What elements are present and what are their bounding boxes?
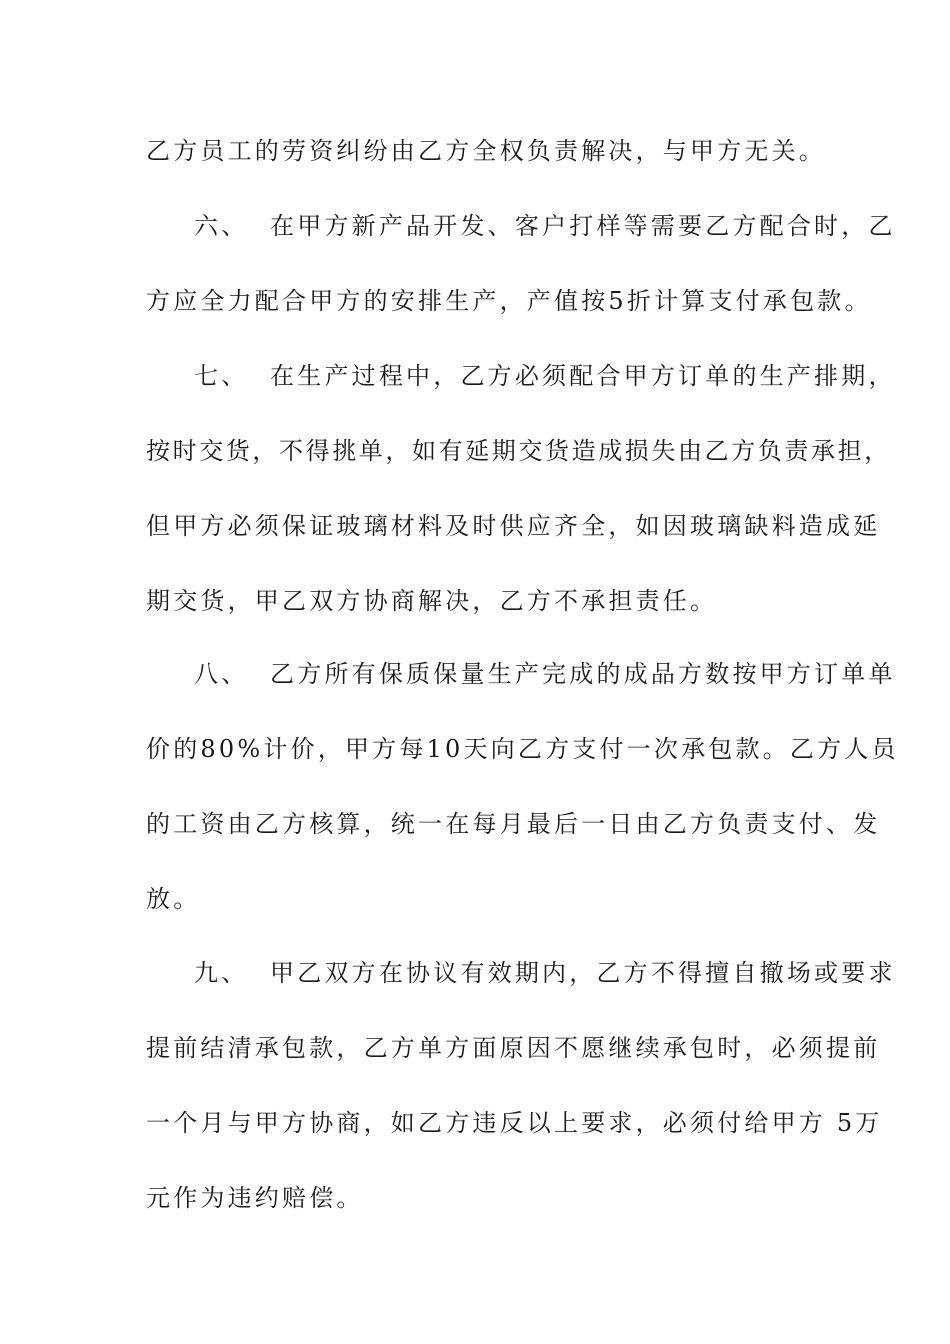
text-line: 的工资由乙方核算，统一在每月最后一日由乙方负责支付、发 [146,810,881,838]
text-line: 乙方员工的劳资纠纷由乙方全权负责解决，与甲方无关。 [146,137,826,165]
text-line: 元作为违约赔偿。 [146,1184,364,1212]
text-line: 放。 [146,885,201,913]
text-line: 一个月与甲方协商，如乙方违反以上要求，必须付给甲方 5万 [146,1109,883,1137]
text-line: 期交货，甲乙双方协商解决，乙方不承担责任。 [146,587,718,615]
text-line: 但甲方必须保证玻璃材料及时供应齐全，如因玻璃缺料造成延 [146,512,881,540]
clause-six-heading-line: 六、 在甲方新产品开发、客户打样等需要乙方配合时，乙 [194,212,896,240]
text-line: 方应全力配合甲方的安排生产，产值按5折计算支付承包款。 [146,287,872,315]
text-line: 价的80%计价，甲方每10天向乙方支付一次承包款。乙方人员 [146,735,899,763]
text-line: 按时交货，不得挑单，如有延期交货造成损失由乙方负责承担， [146,437,891,465]
clause-seven-heading-line: 七、 在生产过程中，乙方必须配合甲方订单的生产排期， [194,362,896,390]
clause-eight-heading-line: 八、 乙方所有保质保量生产完成的成品方数按甲方订单单 [194,660,896,688]
text-line: 提前结清承包款，乙方单方面原因不愿继续承包时，必须提前 [146,1034,881,1062]
clause-nine-heading-line: 九、 甲乙双方在协议有效期内，乙方不得擅自撤场或要求 [194,959,896,987]
